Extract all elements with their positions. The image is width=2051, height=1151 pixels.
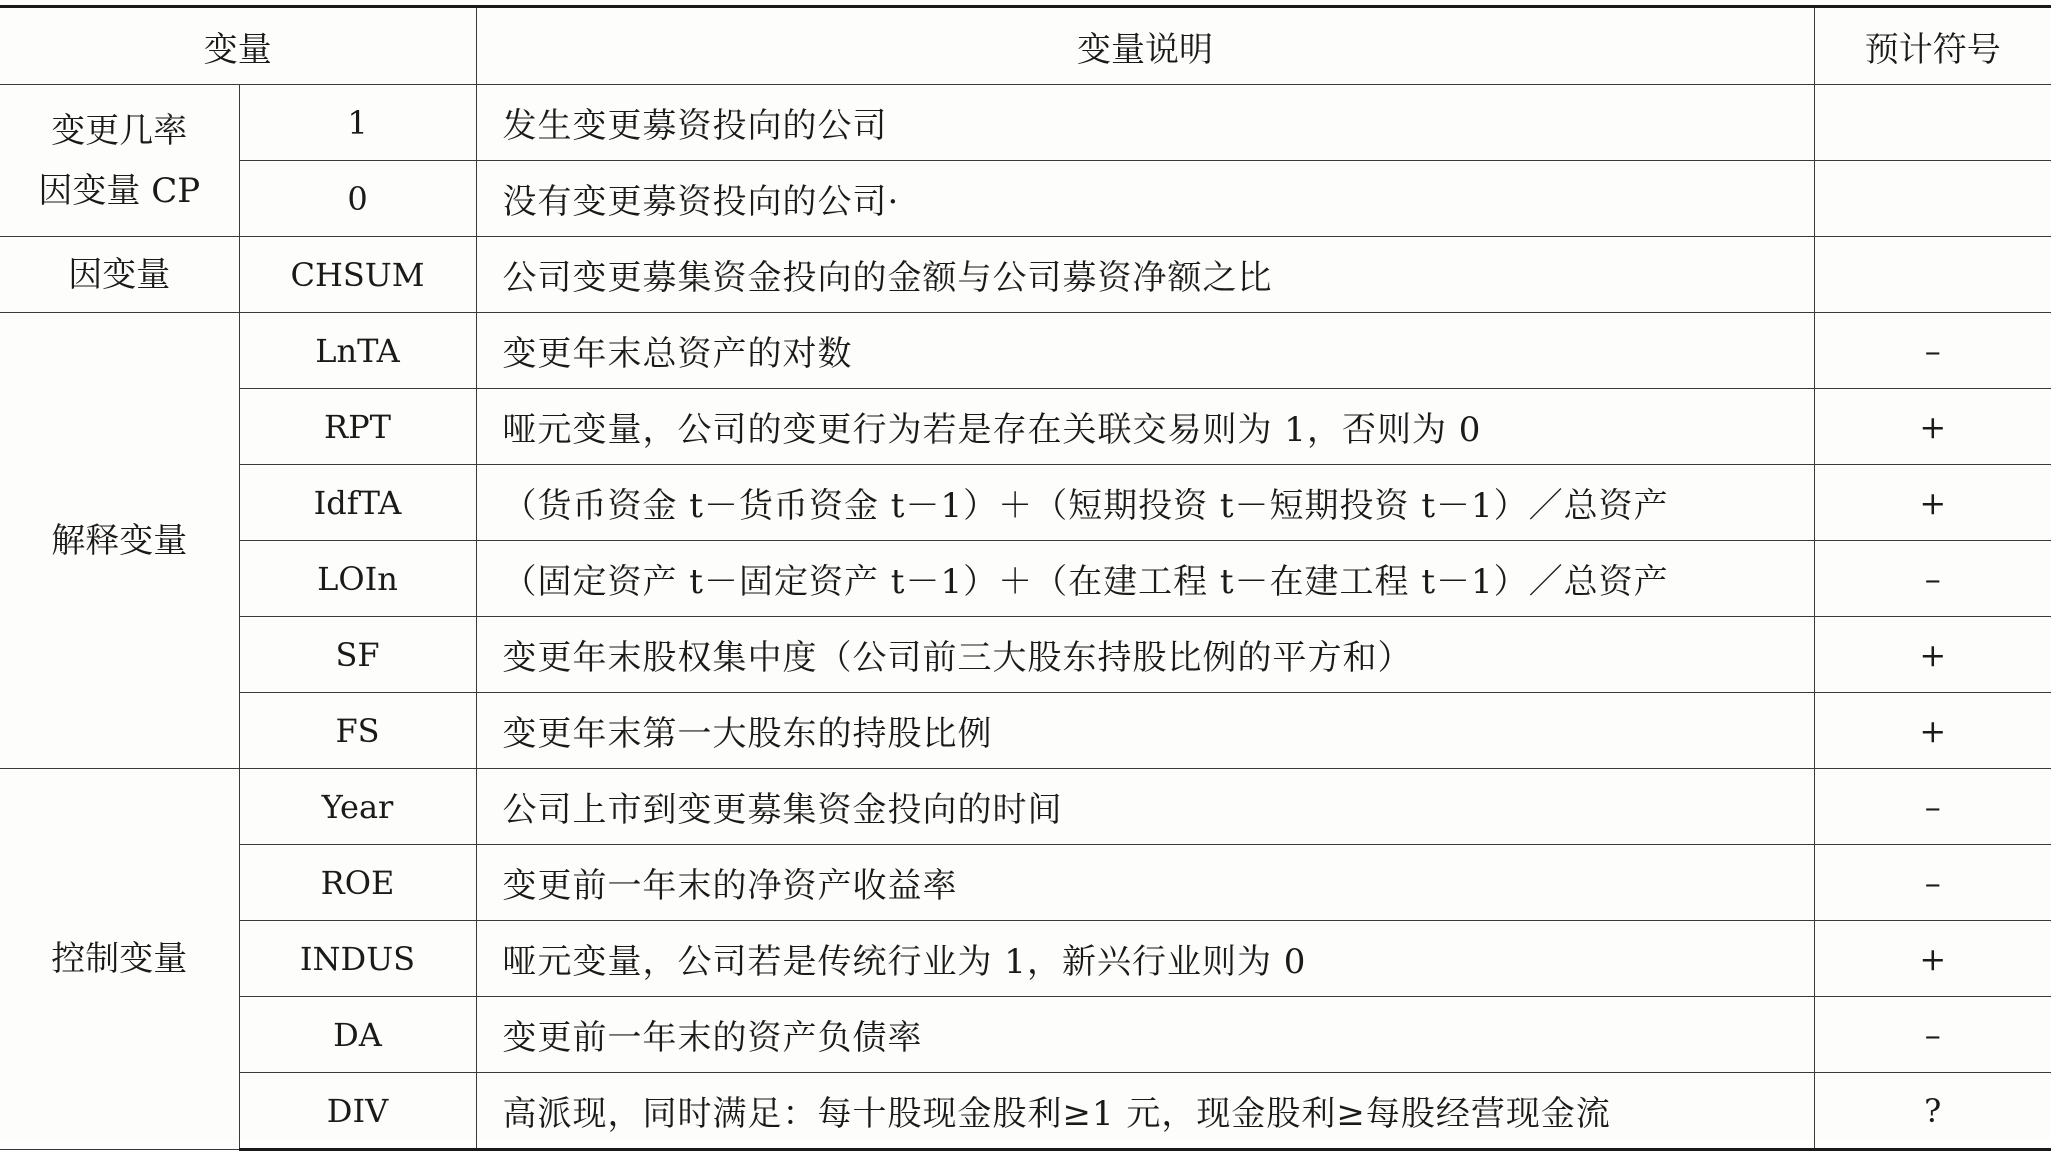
table-row [0,465,2051,541]
variable-description: 哑元变量，公司若是传统行业为 1，新兴行业则为 0 [476,921,1814,997]
variable-code: LOIn [239,541,476,617]
variable-description: 变更年末股权集中度（公司前三大股东持股比例的平方和） [476,617,1814,693]
variable-code: RPT [239,389,476,465]
table-body [0,85,2051,1150]
expected-sign: – [1814,845,2051,921]
expected-sign: + [1814,617,2051,693]
table-row [0,921,2051,997]
variable-description: 公司上市到变更募集资金投向的时间 [476,769,1814,845]
expected-sign [1814,85,2051,161]
variable-description: 高派现，同时满足：每十股现金股利≥1 元，现金股利≥每股经营现金流 [476,1073,1814,1150]
header-description: 变量说明 [476,7,1814,85]
variable-code: FS [239,693,476,769]
variable-description: （固定资产 t－固定资产 t－1）＋（在建工程 t－在建工程 t－1）／总资产 [476,541,1814,617]
expected-sign: + [1814,921,2051,997]
table-row [0,237,2051,313]
expected-sign [1814,237,2051,313]
expected-sign: + [1814,693,2051,769]
table-row [0,161,2051,237]
variable-code: DA [239,997,476,1073]
category-cell [0,85,239,237]
category-cell: 解释变量 [0,313,239,769]
expected-sign: – [1814,313,2051,389]
variable-code: IdfTA [239,465,476,541]
variable-code: 0 [239,161,476,237]
category-cell: 因变量 [0,237,239,313]
variable-code: Year [239,769,476,845]
variable-code: CHSUM [239,237,476,313]
table-row [0,1073,2051,1150]
variable-description: 变更前一年末的净资产收益率 [476,845,1814,921]
variable-description: 变更年末第一大股东的持股比例 [476,693,1814,769]
variable-code: DIV [239,1073,476,1150]
header-variable: 变量 [0,7,476,85]
variable-description: 变更前一年末的资产负债率 [476,997,1814,1073]
expected-sign: + [1814,465,2051,541]
table-row [0,617,2051,693]
header-row [0,7,2051,85]
table-row [0,85,2051,161]
expected-sign: – [1814,541,2051,617]
table-row [0,541,2051,617]
variable-description: 哑元变量，公司的变更行为若是存在关联交易则为 1，否则为 0 [476,389,1814,465]
table-row [0,845,2051,921]
expected-sign: ? [1814,1073,2051,1150]
variable-code: SF [239,617,476,693]
variable-description: 公司变更募集资金投向的金额与公司募资净额之比 [476,237,1814,313]
variable-code: LnTA [239,313,476,389]
expected-sign: – [1814,769,2051,845]
table-row [0,997,2051,1073]
variable-table [0,5,2051,1151]
table-row [0,389,2051,465]
variable-description: （货币资金 t－货币资金 t－1）＋（短期投资 t－短期投资 t－1）／总资产 [476,465,1814,541]
variable-code: INDUS [239,921,476,997]
variable-description: 没有变更募资投向的公司· [476,161,1814,237]
category-label: 变更几率 [51,110,188,151]
table-row [0,769,2051,845]
category-cell: 控制变量 [0,769,239,1150]
variable-code: ROE [239,845,476,921]
expected-sign: + [1814,389,2051,465]
variable-description: 发生变更募资投向的公司 [476,85,1814,161]
category-label-line2: 因变量 CP [38,170,201,211]
variable-code: 1 [239,85,476,161]
header-sign: 预计符号 [1814,7,2051,85]
table-row [0,313,2051,389]
variable-description: 变更年末总资产的对数 [476,313,1814,389]
expected-sign: – [1814,997,2051,1073]
expected-sign [1814,161,2051,237]
table-row [0,693,2051,769]
